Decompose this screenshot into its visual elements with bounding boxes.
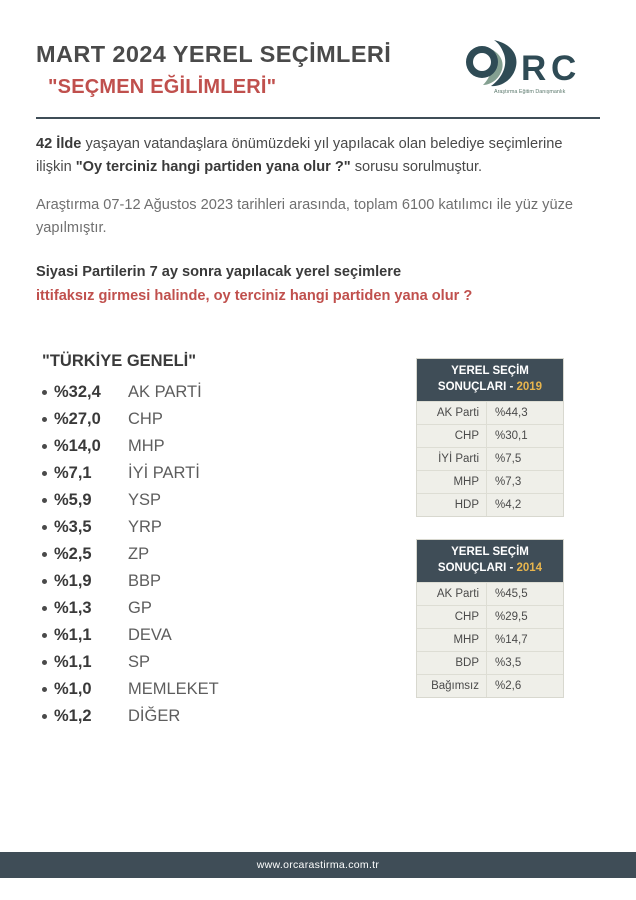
- report-header: [36, 0, 600, 100]
- header-divider: [36, 117, 600, 119]
- table-header-line-2: SONUÇLARI -: [437, 561, 517, 574]
- party-name: MHP: [128, 437, 165, 456]
- bullet-icon: [42, 491, 54, 505]
- list-item: [36, 383, 416, 410]
- list-item: [36, 437, 416, 464]
- intro-text-2: sorusu sorulmuştur.: [350, 158, 483, 175]
- party-percent: %2,5: [54, 545, 92, 564]
- party-percent: %27,0: [54, 410, 101, 429]
- party-percent: %1,0: [54, 680, 92, 699]
- methodology-paragraph: Araştırma 07-12 Ağustos 2023 tarihleri arasında, toplam 6100 katılımcı ile yüz yüze yapılmıştır.: [36, 197, 573, 236]
- row-percent: %7,3: [495, 476, 522, 489]
- table-row: [417, 424, 563, 447]
- row-party: MHP: [417, 629, 487, 651]
- party-percent: %5,9: [54, 491, 92, 510]
- list-item: [36, 464, 416, 491]
- nationwide-results: [36, 352, 416, 734]
- row-party: AK Parti: [417, 402, 487, 424]
- party-name: AK PARTİ: [128, 383, 202, 402]
- party-name: İYİ PARTİ: [128, 464, 200, 483]
- row-percent: %4,2: [495, 499, 522, 512]
- page-subtitle: "SEÇMEN EĞİLİMLERİ": [48, 75, 277, 98]
- row-party: Bağımsız: [417, 675, 487, 697]
- bullet-icon: [42, 599, 54, 613]
- row-party: İYİ Parti: [417, 448, 487, 470]
- list-item: [36, 707, 416, 734]
- party-name: ZP: [128, 545, 150, 564]
- party-name: BBP: [128, 572, 162, 591]
- table-row: [417, 674, 563, 697]
- list-item: [36, 626, 416, 653]
- footer-url[interactable]: www.orcarastirma.com.tr: [256, 859, 380, 871]
- party-name: MEMLEKET: [128, 680, 219, 699]
- svg-text:Araştırma Eğitim Danışmanlık: Araştırma Eğitim Danışmanlık: [494, 89, 566, 95]
- results-table-2019: [416, 358, 564, 517]
- table-row: [417, 605, 563, 628]
- intro-bold-lead: 42 İlde: [36, 136, 82, 152]
- question-line-1: Siyasi Partilerin 7 ay sonra yapılacak yerel seçimlere: [36, 264, 402, 281]
- row-party: MHP: [417, 471, 487, 493]
- row-percent: %30,1: [495, 430, 528, 443]
- row-party: HDP: [417, 494, 487, 516]
- bullet-icon: [42, 518, 54, 532]
- party-name: DİĞER: [128, 707, 181, 726]
- bullet-icon: [42, 572, 54, 586]
- row-percent: %14,7: [495, 634, 528, 647]
- row-percent: %2,6: [495, 680, 522, 693]
- list-item: [36, 491, 416, 518]
- party-percent: %7,1: [54, 464, 92, 483]
- party-name: CHP: [128, 410, 163, 429]
- bullet-icon: [42, 464, 54, 478]
- intro-text-1: yaşayan vatandaşlara önümüzdeki yıl yapılacak olan belediye seçimlerine ilişkin: [36, 136, 563, 175]
- list-item: [36, 680, 416, 707]
- table-header: [417, 540, 563, 582]
- list-item: [36, 599, 416, 626]
- party-name: SP: [128, 653, 151, 672]
- row-party: CHP: [417, 425, 487, 447]
- question-line-2: ittifaksız girmesi halinde, oy terciniz hangi partiden yana olur ?: [36, 287, 473, 304]
- party-percent: %1,9: [54, 572, 92, 591]
- party-name: DEVA: [128, 626, 172, 645]
- svg-text:C: C: [551, 49, 577, 88]
- intro-paragraph: [36, 133, 600, 178]
- table-row: [417, 651, 563, 674]
- row-percent: %7,5: [495, 453, 522, 466]
- survey-question: [36, 261, 600, 308]
- header-titles: [36, 38, 391, 99]
- bullet-icon: [42, 437, 54, 451]
- svg-text:R: R: [521, 49, 547, 88]
- party-percent: %1,1: [54, 626, 92, 645]
- page-title: MART 2024 YEREL SEÇİMLERİ: [36, 41, 392, 67]
- party-percent: %1,2: [54, 707, 92, 726]
- bullet-icon: [42, 545, 54, 559]
- party-name: YSP: [128, 491, 162, 510]
- orc-logo: [458, 38, 600, 100]
- table-row: [417, 628, 563, 651]
- party-name: YRP: [128, 518, 162, 537]
- table-row: [417, 493, 563, 516]
- party-percent: %32,4: [54, 383, 101, 402]
- intro-bold-question: "Oy terciniz hangi partiden yana olur ?": [75, 158, 351, 175]
- bullet-icon: [42, 383, 54, 397]
- party-percent: %1,1: [54, 653, 92, 672]
- historical-results: [416, 352, 600, 698]
- bullet-icon: [42, 680, 54, 694]
- row-percent: %45,5: [495, 588, 528, 601]
- table-header-year: 2014: [516, 561, 543, 574]
- row-percent: %29,5: [495, 611, 528, 624]
- list-item: [36, 572, 416, 599]
- table-header-year: 2019: [516, 380, 543, 393]
- table-row: [417, 582, 563, 605]
- table-header-line-1: YEREL SEÇİM: [451, 365, 529, 378]
- list-item: [36, 545, 416, 572]
- party-result-list: [36, 383, 416, 734]
- party-percent: %14,0: [54, 437, 101, 456]
- row-percent: %3,5: [495, 657, 522, 670]
- list-item: [36, 653, 416, 680]
- results-table-2014: [416, 539, 564, 698]
- row-percent: %44,3: [495, 407, 528, 420]
- party-percent: %3,5: [54, 518, 92, 537]
- results-section: [36, 352, 600, 734]
- party-name: GP: [128, 599, 152, 618]
- row-party: CHP: [417, 606, 487, 628]
- table-header-line-1: YEREL SEÇİM: [451, 546, 529, 559]
- nationwide-title: "TÜRKİYE GENELİ": [42, 352, 197, 371]
- row-party: AK Parti: [417, 583, 487, 605]
- bullet-icon: [42, 707, 54, 721]
- table-row: [417, 470, 563, 493]
- bullet-icon: [42, 653, 54, 667]
- row-party: BDP: [417, 652, 487, 674]
- footer-bar: [0, 852, 636, 878]
- table-row: [417, 401, 563, 424]
- list-item: [36, 518, 416, 545]
- bullet-icon: [42, 410, 54, 424]
- party-percent: %1,3: [54, 599, 92, 618]
- table-row: [417, 447, 563, 470]
- list-item: [36, 410, 416, 437]
- table-header: [417, 359, 563, 401]
- table-header-line-2: SONUÇLARI -: [437, 380, 517, 393]
- bullet-icon: [42, 626, 54, 640]
